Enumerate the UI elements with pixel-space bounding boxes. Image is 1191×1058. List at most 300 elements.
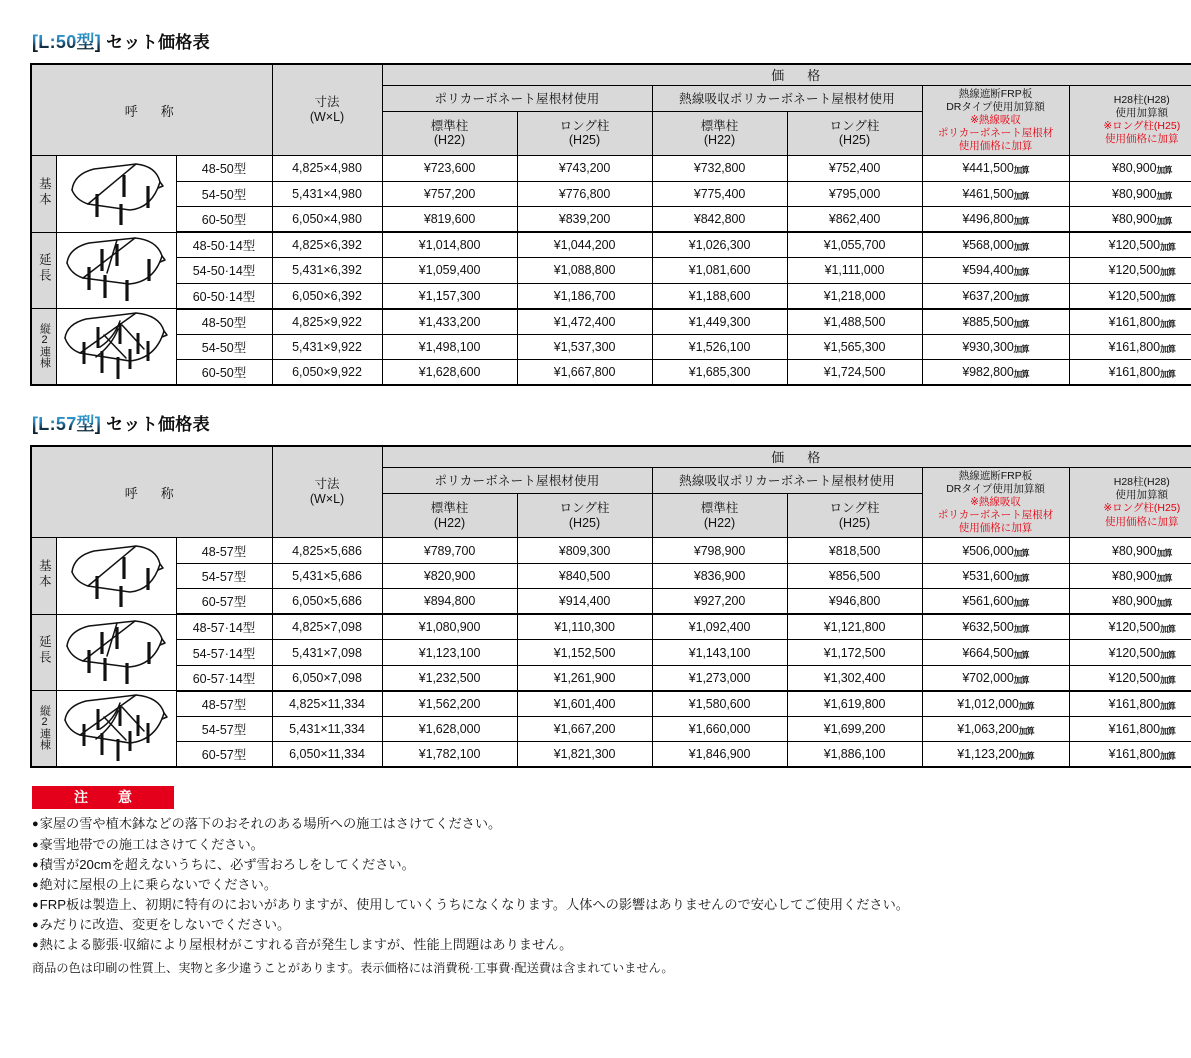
cell-model-name: 48-57·14型 <box>176 614 272 640</box>
price-suffix: 加算 <box>1018 700 1034 711</box>
row-group-label <box>31 232 56 309</box>
price-suffix: 加算 <box>1159 369 1175 380</box>
caution-note: ● みだりに改造、変更をしないでください。 <box>32 915 1165 935</box>
price-amount: ¥506,000 <box>962 543 1014 558</box>
table-row <box>31 232 1191 258</box>
cell-price-long-heat: ¥1,724,500 <box>787 360 922 386</box>
cell-price-std-poly: ¥1,433,200 <box>382 309 517 335</box>
cell-price-long-heat: ¥1,886,100 <box>787 742 922 768</box>
label-line: 標準柱 <box>700 500 739 515</box>
cell-model-name: 48-57型 <box>176 538 272 564</box>
cell-model-name: 54-57型 <box>176 716 272 742</box>
cell-price-h28-addition <box>1069 334 1191 360</box>
caution-note: ● 熱による膨張·収縮により屋根材がこすれる音が発生しますが、性能上問題はありません。 <box>32 935 1165 955</box>
label-line: (H25) <box>568 133 601 148</box>
header-h28-line3: ※ロング柱(H25) <box>1103 502 1181 515</box>
cell-price-long-poly: ¥840,500 <box>517 563 652 589</box>
header-h28-line2: 使用加算額 <box>1115 107 1169 120</box>
cell-price-long-poly: ¥1,088,800 <box>517 258 652 284</box>
header-h28-line1: H28柱(H28) <box>1113 94 1170 107</box>
cell-price-long-poly: ¥1,537,300 <box>517 334 652 360</box>
cell-price-long-heat: ¥856,500 <box>787 563 922 589</box>
cell-price-frp-addition <box>922 309 1069 335</box>
caution-note-list <box>32 814 1165 955</box>
cell-price-frp-addition <box>922 232 1069 258</box>
header-roof-heat: 熱線吸収ポリカーボネート屋根材使用 <box>652 467 922 493</box>
cell-dimensions: 5,431×6,392 <box>272 258 382 284</box>
cell-price-long-heat: ¥1,699,200 <box>787 716 922 742</box>
row-group-label-text: 縦2連棟 <box>38 322 51 368</box>
cell-price-long-poly: ¥1,261,900 <box>517 665 652 691</box>
header-pillar-std-poly <box>382 493 517 537</box>
price-amount: ¥120,500 <box>1108 238 1160 253</box>
cell-dimensions: 5,431×9,922 <box>272 334 382 360</box>
header-frp-addition <box>922 85 1069 156</box>
cell-price-h28-addition <box>1069 716 1191 742</box>
label-line: (H22) <box>703 133 736 148</box>
header-h28-line4: 使用価格に加算 <box>1105 133 1179 146</box>
label-line: (H25) <box>568 515 601 530</box>
cell-model-name: 54-50型 <box>176 181 272 207</box>
cell-model-name: 60-57·14型 <box>176 665 272 691</box>
table-row <box>31 742 1191 768</box>
cell-dimensions: 5,431×7,098 <box>272 640 382 666</box>
header-h28-line4: 使用価格に加算 <box>1105 515 1179 528</box>
price-amount: ¥80,900 <box>1112 186 1157 201</box>
cell-price-long-poly: ¥1,044,200 <box>517 232 652 258</box>
carport-extended-illustration <box>56 232 176 309</box>
cell-price-long-poly: ¥1,186,700 <box>517 283 652 309</box>
header-pillar-long-poly <box>517 111 652 155</box>
label-line: ロング柱 <box>559 118 610 133</box>
cell-price-std-poly: ¥894,800 <box>382 589 517 615</box>
header-kakaku: 価 格 <box>382 64 1191 85</box>
cell-price-frp-addition <box>922 360 1069 386</box>
label-line: ロング柱 <box>829 500 880 515</box>
header-koshou: 呼 称 <box>31 446 272 538</box>
price-amount: ¥637,200 <box>962 288 1014 303</box>
cell-price-std-heat: ¥842,800 <box>652 207 787 233</box>
table-row <box>31 309 1191 335</box>
row-group-label <box>31 156 56 233</box>
price-suffix: 加算 <box>1013 624 1029 635</box>
cell-price-frp-addition <box>922 258 1069 284</box>
table-row <box>31 258 1191 284</box>
header-frp-line3: ※熱線吸収 <box>970 113 1021 126</box>
row-group-label-text: 延長 <box>37 635 52 667</box>
header-roof-poly: ポリカーボネート屋根材使用 <box>382 85 652 111</box>
price-amount: ¥885,500 <box>962 314 1014 329</box>
cell-price-std-poly: ¥820,900 <box>382 563 517 589</box>
header-pillar-long-heat <box>787 493 922 537</box>
header-roof-heat: 熱線吸収ポリカーボネート屋根材使用 <box>652 85 922 111</box>
cell-price-h28-addition <box>1069 232 1191 258</box>
cell-price-std-poly: ¥1,782,100 <box>382 742 517 768</box>
label-line: (H22) <box>703 515 736 530</box>
cell-price-std-heat: ¥1,092,400 <box>652 614 787 640</box>
carport-double-illustration <box>56 309 176 386</box>
cell-price-std-heat: ¥1,846,900 <box>652 742 787 768</box>
price-amount: ¥441,500 <box>962 161 1014 176</box>
price-amount: ¥568,000 <box>962 238 1014 253</box>
cell-price-std-poly: ¥1,157,300 <box>382 283 517 309</box>
price-amount: ¥161,800 <box>1108 339 1160 354</box>
header-h28-line2: 使用加算額 <box>1115 489 1169 502</box>
table-row <box>31 538 1191 564</box>
cell-price-long-heat: ¥1,565,300 <box>787 334 922 360</box>
price-table-body-l57 <box>31 538 1191 768</box>
row-group-label-text: 基本 <box>37 176 52 208</box>
cell-price-std-heat: ¥1,188,600 <box>652 283 787 309</box>
header-sunpou-line2: (W×L) <box>309 492 345 507</box>
section-title-code: [L:57型] <box>32 414 102 435</box>
caution-note: ● 絶対に屋根の上に乗らないでください。 <box>32 875 1165 895</box>
cell-price-std-heat: ¥1,580,600 <box>652 691 787 717</box>
table-row <box>31 156 1191 182</box>
price-suffix: 加算 <box>1013 369 1029 380</box>
price-amount: ¥120,500 <box>1108 670 1160 685</box>
cell-dimensions: 5,431×4,980 <box>272 181 382 207</box>
header-h28-addition <box>1069 85 1191 156</box>
header-frp-line4: ポリカーボネート屋根材 <box>937 126 1054 139</box>
price-suffix: 加算 <box>1159 343 1175 354</box>
table-row <box>31 691 1191 717</box>
cell-price-frp-addition <box>922 691 1069 717</box>
cell-price-long-heat: ¥1,055,700 <box>787 232 922 258</box>
price-table-l57 <box>30 445 1191 768</box>
header-frp-line4: ポリカーボネート屋根材 <box>937 509 1054 521</box>
cell-model-name: 48-50·14型 <box>176 232 272 258</box>
cell-price-frp-addition <box>922 665 1069 691</box>
cell-price-std-poly: ¥1,014,800 <box>382 232 517 258</box>
price-amount: ¥161,800 <box>1108 314 1160 329</box>
carport-basic-illustration <box>56 538 176 615</box>
cell-dimensions: 6,050×9,922 <box>272 360 382 386</box>
cell-price-h28-addition <box>1069 156 1191 182</box>
table-row <box>31 716 1191 742</box>
price-suffix: 加算 <box>1013 267 1029 278</box>
label-line: ロング柱 <box>559 500 610 515</box>
cell-price-long-poly: ¥839,200 <box>517 207 652 233</box>
cell-price-long-heat: ¥818,500 <box>787 538 922 564</box>
header-pillar-long-poly <box>517 493 652 537</box>
price-suffix: 加算 <box>1156 598 1172 609</box>
header-sunpou <box>272 446 382 538</box>
caution-note: ● 積雪が20cmを超えないうちに、必ず雪おろしをしてください。 <box>32 855 1165 875</box>
table-row <box>31 207 1191 233</box>
caution-note: ● FRP板は製造上、初期に特有のにおいがありますが、使用していくうちになくなります。人体への影響はありませんので安心してご使用ください。 <box>32 895 1165 915</box>
price-amount: ¥664,500 <box>962 645 1014 660</box>
cell-price-long-heat: ¥752,400 <box>787 156 922 182</box>
price-amount: ¥632,500 <box>962 620 1014 635</box>
cell-model-name: 54-57型 <box>176 563 272 589</box>
cell-price-std-heat: ¥1,273,000 <box>652 665 787 691</box>
price-amount: ¥1,012,000 <box>957 696 1019 711</box>
price-amount: ¥1,123,200 <box>957 747 1019 762</box>
price-suffix: 加算 <box>1159 267 1175 278</box>
price-suffix: 加算 <box>1159 726 1175 736</box>
cell-price-frp-addition <box>922 640 1069 666</box>
cell-model-name: 54-50·14型 <box>176 258 272 284</box>
carport-extended-illustration <box>56 614 176 691</box>
row-group-label-text: 延長 <box>37 253 52 285</box>
price-amount: ¥80,900 <box>1112 161 1157 176</box>
label-line: ロング柱 <box>829 118 880 133</box>
header-h28-line3: ※ロング柱(H25) <box>1103 120 1181 133</box>
cell-model-name: 48-50型 <box>176 309 272 335</box>
cell-price-h28-addition <box>1069 538 1191 564</box>
cell-price-frp-addition <box>922 283 1069 309</box>
row-group-label <box>31 691 56 768</box>
cell-price-frp-addition <box>922 538 1069 564</box>
cell-price-std-poly: ¥789,700 <box>382 538 517 564</box>
header-sunpou-line2: (W×L) <box>309 110 345 125</box>
header-pillar-std-heat <box>652 111 787 155</box>
label-line: 標準柱 <box>430 500 469 515</box>
cell-price-h28-addition <box>1069 258 1191 284</box>
cell-dimensions: 6,050×6,392 <box>272 283 382 309</box>
header-frp-line1: 熱線遮断FRP板 <box>958 87 1033 100</box>
cell-price-frp-addition <box>922 563 1069 589</box>
label-line: 標準柱 <box>700 118 739 133</box>
price-suffix: 加算 <box>1013 242 1029 253</box>
caution-footnote: 商品の色は印刷の性質上、実物と多少違うことがあります。表示価格には消費税·工事費·配送費は含まれていません。 <box>32 960 674 975</box>
price-amount: ¥531,600 <box>962 569 1014 583</box>
price-amount: ¥161,800 <box>1108 365 1160 380</box>
cell-price-long-heat: ¥1,121,800 <box>787 614 922 640</box>
cell-price-std-poly: ¥1,080,900 <box>382 614 517 640</box>
cell-price-long-poly: ¥914,400 <box>517 589 652 615</box>
price-suffix: 加算 <box>1013 190 1029 201</box>
price-amount: ¥161,800 <box>1108 696 1160 711</box>
price-suffix: 加算 <box>1159 649 1175 660</box>
label-line: (H25) <box>838 133 871 148</box>
price-suffix: 加算 <box>1159 318 1175 329</box>
cell-price-std-poly: ¥1,498,100 <box>382 334 517 360</box>
header-h28-addition <box>1069 467 1191 538</box>
price-suffix: 加算 <box>1018 726 1034 736</box>
cell-price-long-heat: ¥1,488,500 <box>787 309 922 335</box>
carport-basic-illustration <box>56 156 176 233</box>
cell-price-h28-addition <box>1069 360 1191 386</box>
header-frp-line3: ※熱線吸収 <box>970 495 1021 508</box>
cell-price-std-poly: ¥1,232,500 <box>382 665 517 691</box>
cell-price-h28-addition <box>1069 283 1191 309</box>
cell-model-name: 60-57型 <box>176 742 272 768</box>
cell-price-long-poly: ¥1,667,800 <box>517 360 652 386</box>
table-row <box>31 614 1191 640</box>
cell-price-h28-addition <box>1069 207 1191 233</box>
section-title-text: セット価格表 <box>106 33 210 52</box>
header-kakaku: 価 格 <box>382 446 1191 467</box>
caution-note: ● 家屋の雪や植木鉢などの落下のおそれのある場所への施工はさけてください。 <box>32 814 1165 834</box>
caution-note: ● 豪雪地帯での施工はさけてください。 <box>32 835 1165 855</box>
table-row <box>31 563 1191 589</box>
price-amount: ¥80,900 <box>1112 594 1157 609</box>
cell-price-long-heat: ¥1,619,800 <box>787 691 922 717</box>
cell-price-std-heat: ¥1,660,000 <box>652 716 787 742</box>
cell-price-long-heat: ¥1,172,500 <box>787 640 922 666</box>
price-amount: ¥1,063,200 <box>957 722 1019 736</box>
cell-price-frp-addition <box>922 334 1069 360</box>
cell-dimensions: 5,431×11,334 <box>272 716 382 742</box>
cell-price-h28-addition <box>1069 563 1191 589</box>
price-suffix: 加算 <box>1013 216 1029 227</box>
cell-price-std-heat: ¥775,400 <box>652 181 787 207</box>
row-group-label-text: 縦2連棟 <box>38 704 51 750</box>
cell-price-frp-addition <box>922 742 1069 768</box>
section-title-code: [L:50型] <box>32 32 102 52</box>
cell-price-std-poly: ¥1,562,200 <box>382 691 517 717</box>
price-amount: ¥702,000 <box>962 670 1014 685</box>
price-suffix: 加算 <box>1159 674 1175 685</box>
cell-dimensions: 6,050×7,098 <box>272 665 382 691</box>
cell-price-long-poly: ¥776,800 <box>517 181 652 207</box>
cell-price-long-poly: ¥743,200 <box>517 156 652 182</box>
cell-price-long-heat: ¥946,800 <box>787 589 922 615</box>
cell-price-std-poly: ¥1,628,000 <box>382 716 517 742</box>
cell-price-long-heat: ¥795,000 <box>787 181 922 207</box>
cell-price-long-poly: ¥1,667,200 <box>517 716 652 742</box>
header-frp-line1: 熱線遮断FRP板 <box>958 469 1033 482</box>
cell-price-long-heat: ¥862,400 <box>787 207 922 233</box>
cell-model-name: 60-50·14型 <box>176 283 272 309</box>
header-pillar-std-poly <box>382 111 517 155</box>
label-line: (H22) <box>433 515 466 530</box>
caution-block <box>30 786 1165 977</box>
table-row <box>31 283 1191 309</box>
price-table-section-l50 <box>30 28 1181 386</box>
header-pillar-long-heat <box>787 111 922 155</box>
cell-model-name: 60-50型 <box>176 207 272 233</box>
cell-model-name: 60-57型 <box>176 589 272 615</box>
cell-dimensions: 4,825×7,098 <box>272 614 382 640</box>
price-amount: ¥80,900 <box>1112 543 1157 558</box>
price-suffix: 加算 <box>1159 751 1175 762</box>
header-frp-line5: 使用価格に加算 <box>958 140 1033 152</box>
price-amount: ¥496,800 <box>962 212 1014 227</box>
price-suffix: 加算 <box>1013 292 1029 303</box>
cell-price-long-poly: ¥1,821,300 <box>517 742 652 768</box>
cell-price-std-poly: ¥1,628,600 <box>382 360 517 386</box>
section-title-text: セット価格表 <box>106 415 210 435</box>
header-frp-line2: DRタイプ使用加算額 <box>946 100 1045 113</box>
price-amount: ¥80,900 <box>1112 569 1157 583</box>
price-amount: ¥561,600 <box>962 594 1014 609</box>
cell-price-std-poly: ¥757,200 <box>382 181 517 207</box>
cell-price-h28-addition <box>1069 665 1191 691</box>
label-line: 標準柱 <box>430 118 469 133</box>
row-group-label <box>31 614 56 691</box>
cell-price-std-poly: ¥819,600 <box>382 207 517 233</box>
cell-price-frp-addition <box>922 156 1069 182</box>
price-suffix: 加算 <box>1013 318 1029 329</box>
price-suffix: 加算 <box>1156 573 1172 583</box>
cell-price-h28-addition <box>1069 742 1191 768</box>
cell-model-name: 60-50型 <box>176 360 272 386</box>
price-suffix: 加算 <box>1013 674 1029 685</box>
header-sunpou <box>272 64 382 156</box>
cell-dimensions: 4,825×9,922 <box>272 309 382 335</box>
table-row <box>31 334 1191 360</box>
cell-price-std-heat: ¥732,800 <box>652 156 787 182</box>
cell-price-frp-addition <box>922 614 1069 640</box>
price-suffix: 加算 <box>1013 343 1029 354</box>
price-suffix: 加算 <box>1159 700 1175 711</box>
price-suffix: 加算 <box>1018 751 1034 762</box>
cell-dimensions: 4,825×5,686 <box>272 538 382 564</box>
label-line: (H22) <box>433 133 466 148</box>
price-suffix: 加算 <box>1159 292 1175 303</box>
label-line: (H25) <box>838 515 871 530</box>
cell-model-name: 48-57型 <box>176 691 272 717</box>
cell-price-h28-addition <box>1069 640 1191 666</box>
cell-price-h28-addition <box>1069 181 1191 207</box>
carport-double-illustration <box>56 691 176 768</box>
cell-price-std-heat: ¥1,526,100 <box>652 334 787 360</box>
cell-price-frp-addition <box>922 207 1069 233</box>
cell-dimensions: 4,825×11,334 <box>272 691 382 717</box>
price-suffix: 加算 <box>1156 547 1172 558</box>
cell-price-std-poly: ¥723,600 <box>382 156 517 182</box>
cell-price-std-heat: ¥836,900 <box>652 563 787 589</box>
cell-price-h28-addition <box>1069 309 1191 335</box>
row-group-label-text: 基本 <box>37 558 52 590</box>
header-frp-line2: DRタイプ使用加算額 <box>946 482 1045 495</box>
price-amount: ¥120,500 <box>1108 288 1160 303</box>
header-frp-line5: 使用価格に加算 <box>958 522 1033 535</box>
price-amount: ¥120,500 <box>1108 263 1160 278</box>
cell-price-long-poly: ¥1,601,400 <box>517 691 652 717</box>
price-suffix: 加算 <box>1159 242 1175 253</box>
cell-price-long-poly: ¥1,152,500 <box>517 640 652 666</box>
price-amount: ¥594,400 <box>962 263 1014 278</box>
section-title-l57 <box>32 410 1165 436</box>
price-suffix: 加算 <box>1013 165 1029 176</box>
header-roof-poly: ポリカーボネート屋根材使用 <box>382 467 652 493</box>
price-amount: ¥80,900 <box>1112 212 1157 227</box>
cell-price-std-heat: ¥798,900 <box>652 538 787 564</box>
cell-dimensions: 6,050×11,334 <box>272 742 382 768</box>
price-suffix: 加算 <box>1013 598 1029 609</box>
table-row <box>31 360 1191 386</box>
table-row <box>31 640 1191 666</box>
price-amount: ¥982,800 <box>962 365 1014 380</box>
cell-price-std-heat: ¥1,449,300 <box>652 309 787 335</box>
price-amount: ¥461,500 <box>962 186 1014 201</box>
table-row <box>31 181 1191 207</box>
price-suffix: 加算 <box>1159 624 1175 635</box>
cell-price-std-heat: ¥927,200 <box>652 589 787 615</box>
header-pillar-std-heat <box>652 493 787 537</box>
price-suffix: 加算 <box>1013 573 1029 583</box>
cell-model-name: 54-50型 <box>176 334 272 360</box>
cell-dimensions: 6,050×4,980 <box>272 207 382 233</box>
price-table-l50 <box>30 63 1191 386</box>
table-row <box>31 589 1191 615</box>
header-h28-line1: H28柱(H28) <box>1113 476 1170 489</box>
cell-price-h28-addition <box>1069 614 1191 640</box>
row-group-label <box>31 538 56 615</box>
cell-price-long-poly: ¥809,300 <box>517 538 652 564</box>
cell-price-long-heat: ¥1,218,000 <box>787 283 922 309</box>
price-suffix: 加算 <box>1013 649 1029 660</box>
price-amount: ¥161,800 <box>1108 747 1160 762</box>
header-koshou: 呼 称 <box>31 64 272 156</box>
cell-price-h28-addition <box>1069 589 1191 615</box>
price-amount: ¥120,500 <box>1108 620 1160 635</box>
cell-model-name: 54-57·14型 <box>176 640 272 666</box>
